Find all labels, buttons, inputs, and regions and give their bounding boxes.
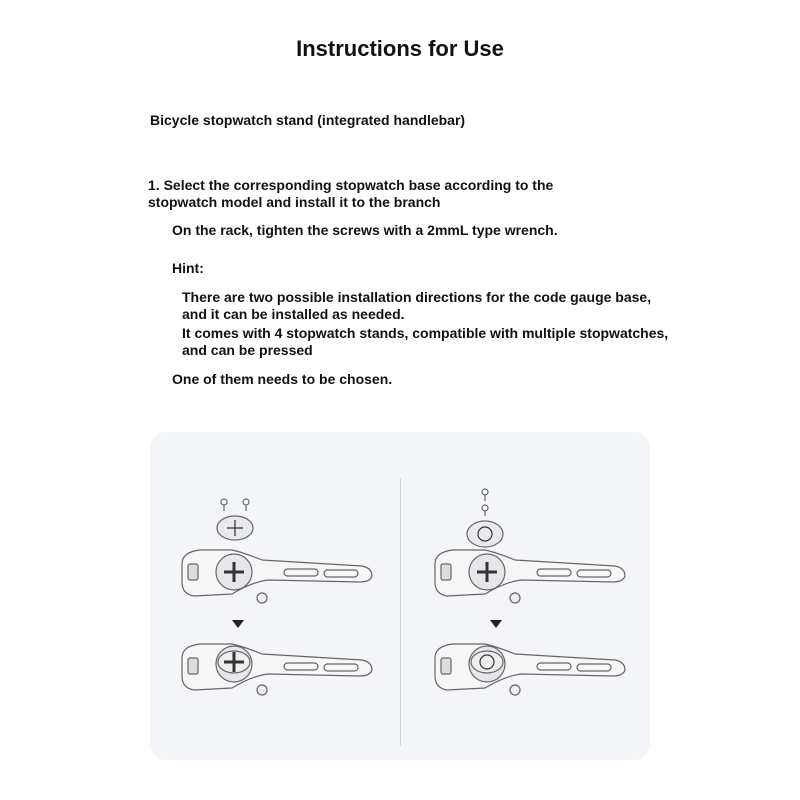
rack-instruction: On the rack, tighten the screws with a 2mmL type wrench.	[172, 222, 558, 238]
hint-2-line-1: It comes with 4 stopwatch stands, compatible with multiple stopwatches,	[182, 325, 669, 341]
handlebar-stem-icon	[182, 644, 372, 690]
hint-1-line-1: There are two possible installation directions for the code gauge base,	[182, 289, 652, 305]
choose-note: One of them needs to be chosen.	[172, 371, 393, 387]
stopwatch-base-icon	[471, 651, 503, 673]
handlebar-stem-icon	[182, 550, 372, 596]
hint-2-line-2: and can be pressed	[182, 342, 313, 358]
right-assembled-diagram	[425, 628, 635, 698]
hint-label: Hint:	[172, 260, 204, 276]
panel-divider	[400, 478, 401, 746]
screw-icon	[482, 489, 488, 495]
page-title: Instructions for Use	[296, 36, 504, 61]
right-exploded-diagram	[425, 486, 635, 606]
screw-icon	[482, 505, 488, 511]
hint-item-1	[182, 289, 742, 323]
down-arrow-icon	[490, 620, 502, 628]
hint-item-2	[182, 325, 742, 359]
step-1-line-2: stopwatch model and install it to the branch	[148, 194, 441, 210]
down-arrow-icon	[232, 620, 244, 628]
left-assembled-diagram	[172, 628, 382, 698]
handlebar-stem-icon	[435, 644, 625, 690]
handlebar-stem-icon	[435, 550, 625, 596]
installation-figure	[150, 432, 650, 760]
screw-icon	[221, 499, 227, 505]
stopwatch-base-icon	[467, 521, 503, 547]
hint-1-line-2: and it can be installed as needed.	[182, 306, 405, 322]
step-1	[148, 177, 628, 211]
product-subtitle: Bicycle stopwatch stand (integrated handlebar)	[150, 112, 466, 128]
left-exploded-diagram	[172, 494, 382, 606]
screw-icon	[243, 499, 249, 505]
step-1-line-1: 1. Select the corresponding stopwatch base according to the	[148, 177, 554, 193]
